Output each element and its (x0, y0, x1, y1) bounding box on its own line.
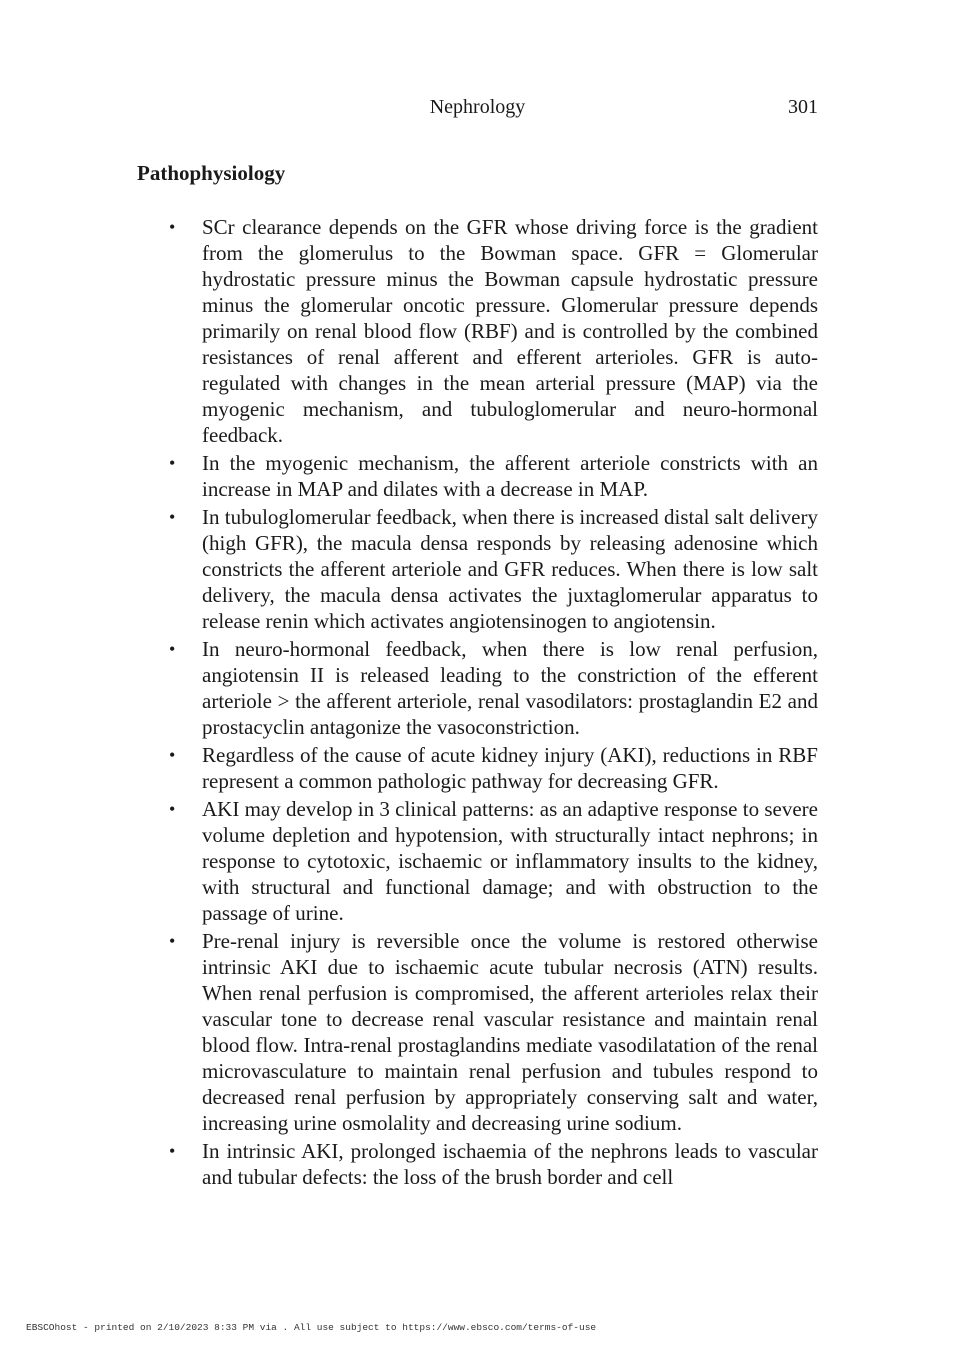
bullet-icon: • (169, 799, 176, 819)
running-header (0, 96, 955, 122)
bullet-item (169, 796, 818, 926)
bullet-text: In intrinsic AKI, prolonged ischaemia of the nephrons leads to vascular and tubular defects: the loss of the brush border and cell (202, 1139, 818, 1189)
bullet-item (169, 214, 818, 448)
bullet-item (169, 636, 818, 740)
bullet-item (169, 1138, 818, 1190)
bullet-text: In neuro-hormonal feedback, when there is low renal perfusion, angiotensin II is released leading to the constriction of the efferent arteriole > the afferent arteriole, renal vasodilators: prostaglandin E2 and prostacyclin antagonize the vasoconstriction. (202, 637, 818, 739)
bullet-icon: • (169, 745, 176, 765)
bullet-icon: • (169, 1141, 176, 1161)
bullet-icon: • (169, 639, 176, 659)
bullet-icon: • (169, 507, 176, 527)
bullet-item (169, 504, 818, 634)
bullet-icon: • (169, 217, 176, 237)
bullet-item (169, 928, 818, 1136)
bullet-text: SCr clearance depends on the GFR whose driving force is the gradient from the glomerulus to the Bowman space. GFR = Glomerular hydrostatic pressure minus the Bowman capsule hydrostatic pressure minus the glomerular oncotic pressure. Glomerular pressure depends primarily on renal blood flow (RBF) and is controlled by the combined resistances of renal afferent and efferent arterioles. GFR is auto-regulated with changes in the mean arterial pressure (MAP) via the myogenic mechanism, and tubuloglomerular and neuro-hormonal feedback. (202, 215, 818, 447)
bullet-text: In tubuloglomerular feedback, when there is increased distal salt delivery (high GFR), the macula densa responds by releasing adenosine which constricts the afferent arteriole and GFR reduces. When there is low salt delivery, the macula densa activates the juxtaglomerular apparatus to release renin which activates angiotensinogen to angiotensin. (202, 505, 818, 633)
bullet-text: Pre-renal injury is reversible once the volume is restored otherwise intrinsic AKI due to ischaemic acute tubular necrosis (ATN) results. When renal perfusion is compromised, the afferent arterioles relax their vascular tone to decrease renal vascular resistance and maintain renal blood flow. Intra-renal prostaglandins mediate vasodilatation of the renal microvasculature to maintain renal perfusion and tubules respond to decreased renal perfusion by appropriately conserving salt and water, increasing urine osmolality and decreasing urine sodium. (202, 929, 818, 1135)
print-footer: EBSCOhost - printed on 2/10/2023 8:33 PM via . All use subject to https://www.ebsco.com/terms-of-use (26, 1322, 597, 1333)
bullet-text: Regardless of the cause of acute kidney injury (AKI), reductions in RBF represent a common pathologic pathway for decreasing GFR. (202, 743, 818, 793)
page-number: 301 (788, 96, 818, 118)
section-heading: Pathophysiology (137, 161, 286, 185)
bullet-list (0, 214, 818, 1192)
bullet-item (169, 450, 818, 502)
bullet-icon: • (169, 453, 176, 473)
bullet-text: In the myogenic mechanism, the afferent arteriole constricts with an increase in MAP and dilates with a decrease in MAP. (202, 451, 818, 501)
running-title: Nephrology (429, 96, 526, 118)
bullet-text: AKI may develop in 3 clinical patterns: as an adaptive response to severe volume depletion and hypotension, with structurally intact nephrons; in response to cytotoxic, ischaemic or inflammatory insults to the kidney, with structural and functional damage; and with obstruction to the passage of urine. (202, 797, 818, 925)
bullet-item (169, 742, 818, 794)
bullet-icon: • (169, 931, 176, 951)
